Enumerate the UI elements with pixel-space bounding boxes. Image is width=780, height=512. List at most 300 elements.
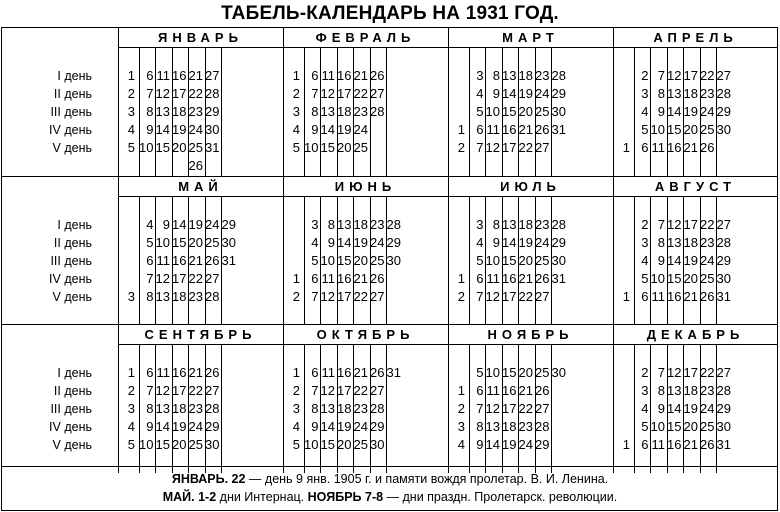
day-number-апрель-27: 27 bbox=[716, 68, 731, 83]
day-number-сентябрь-25: 25 bbox=[188, 437, 203, 452]
day-number-декабрь-29: 29 bbox=[716, 401, 731, 416]
day-label: I день bbox=[57, 69, 92, 83]
day-number-декабрь-25: 25 bbox=[700, 419, 715, 434]
note-2-text-nov: — дни праздн. Пролетарск. революции. bbox=[383, 490, 618, 504]
day-number-июль-22: 22 bbox=[518, 289, 533, 304]
day-label: IV день bbox=[49, 123, 92, 137]
day-number-июнь-5: 5 bbox=[311, 253, 319, 268]
day-number-сентябрь-4: 4 bbox=[127, 419, 135, 434]
day-number-май-31: 31 bbox=[221, 253, 236, 268]
day-number-август-1: 1 bbox=[622, 289, 630, 304]
day-number-март-14: 14 bbox=[502, 86, 517, 101]
day-number-декабрь-19: 19 bbox=[683, 401, 698, 416]
day-number-январь-21: 21 bbox=[188, 68, 203, 83]
note-2-bold-may: МАЙ. 1-2 bbox=[162, 490, 217, 504]
day-number-октябрь-16: 16 bbox=[337, 365, 352, 380]
month-name: АВГУСТ bbox=[654, 179, 737, 194]
day-number-август-28: 28 bbox=[716, 235, 731, 250]
day-number-ноябрь-17: 17 bbox=[502, 401, 517, 416]
day-number-январь-16: 16 bbox=[172, 68, 187, 83]
day-number-октябрь-19: 19 bbox=[337, 419, 352, 434]
month-name: ЯНВАРЬ bbox=[158, 30, 243, 45]
day-label: III день bbox=[50, 402, 92, 416]
day-number-май-16: 16 bbox=[172, 253, 187, 268]
day-number-июнь-20: 20 bbox=[353, 253, 368, 268]
day-number-май-27: 27 bbox=[205, 271, 220, 286]
day-number-декабрь-31: 31 bbox=[716, 437, 731, 452]
day-number-январь-19: 19 bbox=[172, 122, 187, 137]
day-number-ноябрь-7: 7 bbox=[476, 401, 484, 416]
day-number-сентябрь-5: 5 bbox=[127, 437, 135, 452]
day-number-февраль-18: 18 bbox=[337, 104, 352, 119]
day-number-август-14: 14 bbox=[667, 253, 682, 268]
day-number-ноябрь-23: 23 bbox=[518, 419, 533, 434]
day-number-июнь-10: 10 bbox=[320, 253, 335, 268]
holiday-note-1 bbox=[0, 471, 780, 488]
day-number-сентябрь-20: 20 bbox=[172, 437, 187, 452]
month-name: МАЙ bbox=[178, 179, 223, 194]
day-number-июль-7: 7 bbox=[476, 289, 484, 304]
day-number-апрель-1: 1 bbox=[622, 140, 630, 155]
day-number-сентябрь-27: 27 bbox=[205, 383, 220, 398]
day-number-июнь-14: 14 bbox=[337, 235, 352, 250]
day-column-line bbox=[221, 344, 222, 473]
day-number-февраль-23: 23 bbox=[353, 104, 368, 119]
day-number-июнь-4: 4 bbox=[311, 235, 319, 250]
day-number-май-13: 13 bbox=[155, 289, 170, 304]
month-name: ОКТЯБРЬ bbox=[316, 327, 415, 342]
day-number-ноябрь-28: 28 bbox=[535, 419, 550, 434]
day-number-март-30: 30 bbox=[551, 104, 566, 119]
day-number-октябрь-21: 21 bbox=[353, 365, 368, 380]
day-number-декабрь-18: 18 bbox=[683, 383, 698, 398]
day-number-апрель-11: 11 bbox=[651, 140, 665, 155]
day-number-апрель-10: 10 bbox=[650, 122, 665, 137]
day-number-апрель-9: 9 bbox=[657, 104, 665, 119]
day-number-декабрь-26: 26 bbox=[700, 437, 715, 452]
day-number-октябрь-2: 2 bbox=[292, 383, 300, 398]
day-number-сентябрь-10: 10 bbox=[139, 437, 154, 452]
day-number-декабрь-10: 10 bbox=[650, 419, 665, 434]
day-number-февраль-20: 20 bbox=[337, 140, 352, 155]
day-number-май-8: 8 bbox=[146, 289, 154, 304]
day-number-август-24: 24 bbox=[700, 253, 715, 268]
day-number-июнь-28: 28 bbox=[386, 217, 401, 232]
day-number-ноябрь-26: 26 bbox=[535, 383, 550, 398]
day-number-июнь-29: 29 bbox=[386, 235, 401, 250]
day-number-сентябрь-17: 17 bbox=[172, 383, 187, 398]
day-number-июль-15: 15 bbox=[502, 253, 517, 268]
day-number-январь-15: 15 bbox=[155, 140, 170, 155]
day-number-март-27: 27 bbox=[535, 140, 550, 155]
day-number-март-11: 11 bbox=[486, 122, 500, 137]
day-number-октябрь-25: 25 bbox=[353, 437, 368, 452]
day-number-июль-5: 5 bbox=[476, 253, 484, 268]
day-number-декабрь-21: 21 bbox=[683, 437, 698, 452]
day-number-март-10: 10 bbox=[485, 104, 500, 119]
day-number-сентябрь-22: 22 bbox=[188, 383, 203, 398]
day-number-апрель-18: 18 bbox=[683, 86, 698, 101]
day-number-февраль-6: 6 bbox=[311, 68, 319, 83]
day-number-октябрь-22: 22 bbox=[353, 383, 368, 398]
day-number-июль-31: 31 bbox=[551, 271, 566, 286]
day-number-август-27: 27 bbox=[716, 217, 731, 232]
day-number-ноябрь-21: 21 bbox=[518, 383, 533, 398]
day-number-январь-8: 8 bbox=[146, 104, 154, 119]
day-number-август-17: 17 bbox=[683, 217, 698, 232]
day-number-декабрь-13: 13 bbox=[667, 383, 682, 398]
day-number-июль-19: 19 bbox=[518, 235, 533, 250]
day-number-ноябрь-2: 2 bbox=[457, 401, 465, 416]
day-number-октябрь-13: 13 bbox=[320, 401, 335, 416]
day-number-сентябрь-3: 3 bbox=[127, 401, 135, 416]
day-number-январь-31: 31 bbox=[205, 140, 220, 155]
day-number-июнь-23: 23 bbox=[370, 217, 385, 232]
day-number-декабрь-17: 17 bbox=[683, 365, 698, 380]
day-number-январь-5: 5 bbox=[127, 140, 135, 155]
day-number-январь-9: 9 bbox=[146, 122, 154, 137]
day-number-январь-18: 18 bbox=[172, 104, 187, 119]
day-number-октябрь-9: 9 bbox=[311, 419, 319, 434]
day-number-август-20: 20 bbox=[683, 271, 698, 286]
day-number-апрель-3: 3 bbox=[641, 86, 649, 101]
day-number-март-25: 25 bbox=[535, 104, 550, 119]
day-number-май-6: 6 bbox=[146, 253, 154, 268]
day-number-ноябрь-14: 14 bbox=[485, 437, 500, 452]
day-number-февраль-2: 2 bbox=[292, 86, 300, 101]
day-number-февраль-1: 1 bbox=[292, 68, 300, 83]
day-number-апрель-29: 29 bbox=[716, 104, 731, 119]
day-number-июль-2: 2 bbox=[457, 289, 465, 304]
day-column-line bbox=[221, 47, 222, 176]
day-number-ноябрь-11: 11 bbox=[486, 383, 500, 398]
day-number-июнь-27: 27 bbox=[370, 289, 385, 304]
day-number-июнь-17: 17 bbox=[337, 289, 352, 304]
day-number-август-2: 2 bbox=[641, 217, 649, 232]
day-number-июнь-25: 25 bbox=[370, 253, 385, 268]
day-number-январь-7: 7 bbox=[146, 86, 154, 101]
day-number-ноябрь-25: 25 bbox=[535, 365, 550, 380]
day-number-август-16: 16 bbox=[667, 289, 682, 304]
day-number-февраль-5: 5 bbox=[292, 140, 300, 155]
day-number-июль-12: 12 bbox=[485, 289, 500, 304]
day-number-сентябрь-26: 26 bbox=[205, 365, 220, 380]
day-number-декабрь-11: 11 bbox=[651, 437, 665, 452]
day-number-август-23: 23 bbox=[700, 235, 715, 250]
day-number-октябрь-31: 31 bbox=[386, 365, 401, 380]
day-number-октябрь-6: 6 bbox=[311, 365, 319, 380]
day-number-апрель-13: 13 bbox=[667, 86, 682, 101]
day-number-март-16: 16 bbox=[502, 122, 517, 137]
day-label: V день bbox=[52, 438, 92, 452]
day-number-февраль-8: 8 bbox=[311, 104, 319, 119]
day-number-май-22: 22 bbox=[188, 271, 203, 286]
day-number-февраль-3: 3 bbox=[292, 104, 300, 119]
day-number-май-3: 3 bbox=[127, 289, 135, 304]
day-number-сентябрь-2: 2 bbox=[127, 383, 135, 398]
month-name: ФЕВРАЛЬ bbox=[315, 30, 416, 45]
day-number-июль-6: 6 bbox=[476, 271, 484, 286]
day-number-апрель-21: 21 bbox=[683, 140, 698, 155]
day-number-февраль-7: 7 bbox=[311, 86, 319, 101]
day-number-январь-14: 14 bbox=[155, 122, 170, 137]
day-number-июль-21: 21 bbox=[518, 271, 533, 286]
day-number-ноябрь-5: 5 bbox=[476, 365, 484, 380]
day-label: IV день bbox=[49, 272, 92, 286]
day-number-ноябрь-8: 8 bbox=[476, 419, 484, 434]
day-number-март-1: 1 bbox=[457, 122, 465, 137]
day-number-январь-12: 12 bbox=[155, 86, 170, 101]
day-number-апрель-8: 8 bbox=[657, 86, 665, 101]
day-label: IV день bbox=[49, 420, 92, 434]
page-title: ТАБЕЛЬ-КАЛЕНДАРЬ НА 1931 ГОД. bbox=[221, 3, 559, 24]
day-number-апрель-17: 17 bbox=[683, 68, 698, 83]
day-number-май-20: 20 bbox=[188, 235, 203, 250]
holiday-note-2 bbox=[0, 489, 780, 506]
day-number-октябрь-8: 8 bbox=[311, 401, 319, 416]
day-number-август-4: 4 bbox=[641, 253, 649, 268]
day-number-март-2: 2 bbox=[457, 140, 465, 155]
day-number-август-9: 9 bbox=[657, 253, 665, 268]
day-number-май-7: 7 bbox=[146, 271, 154, 286]
day-number-февраль-14: 14 bbox=[320, 122, 335, 137]
day-number-июнь-3: 3 bbox=[311, 217, 319, 232]
day-number-январь-3: 3 bbox=[127, 104, 135, 119]
day-number-август-13: 13 bbox=[667, 235, 682, 250]
day-number-октябрь-20: 20 bbox=[337, 437, 352, 452]
day-number-апрель-28: 28 bbox=[716, 86, 731, 101]
day-number-июнь-13: 13 bbox=[337, 217, 352, 232]
day-number-июнь-11: 11 bbox=[321, 271, 335, 286]
day-number-июнь-21: 21 bbox=[353, 271, 368, 286]
day-number-март-7: 7 bbox=[476, 140, 484, 155]
day-number-ноябрь-30: 30 bbox=[551, 365, 566, 380]
day-number-июль-26: 26 bbox=[535, 271, 550, 286]
day-label: I день bbox=[57, 366, 92, 380]
day-number-ноябрь-22: 22 bbox=[518, 401, 533, 416]
day-number-октябрь-27: 27 bbox=[370, 383, 385, 398]
day-number-январь-4: 4 bbox=[127, 122, 135, 137]
day-number-апрель-6: 6 bbox=[641, 140, 649, 155]
day-number-февраль-26: 26 bbox=[370, 68, 385, 83]
day-number-август-5: 5 bbox=[641, 271, 649, 286]
day-number-апрель-12: 12 bbox=[667, 68, 682, 83]
day-number-сентябрь-28: 28 bbox=[205, 401, 220, 416]
day-number-сентябрь-12: 12 bbox=[155, 383, 170, 398]
day-number-октябрь-26: 26 bbox=[370, 365, 385, 380]
day-number-июнь-18: 18 bbox=[353, 217, 368, 232]
day-number-ноябрь-29: 29 bbox=[535, 437, 550, 452]
day-number-май-28: 28 bbox=[205, 289, 220, 304]
day-number-апрель-23: 23 bbox=[700, 86, 715, 101]
day-number-сентябрь-9: 9 bbox=[146, 419, 154, 434]
day-number-сентябрь-13: 13 bbox=[155, 401, 170, 416]
day-number-август-26: 26 bbox=[700, 289, 715, 304]
day-number-декабрь-5: 5 bbox=[641, 419, 649, 434]
day-number-ноябрь-4: 4 bbox=[457, 437, 465, 452]
day-number-апрель-16: 16 bbox=[667, 140, 682, 155]
day-number-апрель-24: 24 bbox=[700, 104, 715, 119]
day-number-февраль-17: 17 bbox=[337, 86, 352, 101]
day-number-февраль-10: 10 bbox=[304, 140, 319, 155]
month-name: НОЯБРЬ bbox=[487, 327, 574, 342]
day-number-июль-14: 14 bbox=[502, 235, 517, 250]
day-number-август-25: 25 bbox=[700, 271, 715, 286]
day-number-октябрь-4: 4 bbox=[292, 419, 300, 434]
day-number-август-6: 6 bbox=[641, 289, 649, 304]
day-number-март-20: 20 bbox=[518, 104, 533, 119]
day-number-март-15: 15 bbox=[502, 104, 517, 119]
day-number-октябрь-28: 28 bbox=[370, 401, 385, 416]
day-number-июнь-7: 7 bbox=[311, 289, 319, 304]
day-number-декабрь-14: 14 bbox=[667, 401, 682, 416]
day-number-октябрь-14: 14 bbox=[320, 419, 335, 434]
day-number-март-23: 23 bbox=[535, 68, 550, 83]
day-number-октябрь-11: 11 bbox=[321, 365, 335, 380]
day-number-июнь-6: 6 bbox=[311, 271, 319, 286]
day-number-июль-13: 13 bbox=[502, 217, 517, 232]
day-number-декабрь-4: 4 bbox=[641, 401, 649, 416]
day-number-май-29: 29 bbox=[221, 217, 236, 232]
day-number-июнь-2: 2 bbox=[292, 289, 300, 304]
day-number-июль-8: 8 bbox=[492, 217, 500, 232]
day-number-февраль-24: 24 bbox=[353, 122, 368, 137]
day-number-август-21: 21 bbox=[683, 289, 698, 304]
day-number-январь-1: 1 bbox=[127, 68, 135, 83]
day-number-февраль-27: 27 bbox=[370, 86, 385, 101]
day-label: II день bbox=[53, 236, 92, 250]
day-number-январь-23: 23 bbox=[188, 104, 203, 119]
day-number-январь-24: 24 bbox=[188, 122, 203, 137]
day-number-март-29: 29 bbox=[551, 86, 566, 101]
day-number-ноябрь-24: 24 bbox=[518, 437, 533, 452]
day-number-июль-28: 28 bbox=[551, 217, 566, 232]
day-number-ноябрь-20: 20 bbox=[518, 365, 533, 380]
day-number-ноябрь-9: 9 bbox=[476, 437, 484, 452]
day-number-декабрь-22: 22 bbox=[700, 365, 715, 380]
day-number-апрель-22: 22 bbox=[700, 68, 715, 83]
day-number-май-5: 5 bbox=[146, 235, 154, 250]
day-number-май-18: 18 bbox=[172, 289, 187, 304]
day-number-март-24: 24 bbox=[535, 86, 550, 101]
day-number-май-30: 30 bbox=[221, 235, 236, 250]
day-number-сентябрь-30: 30 bbox=[205, 437, 220, 452]
day-number-январь-25: 25 bbox=[188, 140, 203, 155]
note-1-bold: ЯНВАРЬ. 22 bbox=[171, 472, 246, 486]
day-number-август-3: 3 bbox=[641, 235, 649, 250]
day-number-январь-17: 17 bbox=[172, 86, 187, 101]
day-number-май-17: 17 bbox=[172, 271, 187, 286]
day-number-октябрь-29: 29 bbox=[370, 419, 385, 434]
day-number-январь-29: 29 bbox=[205, 104, 220, 119]
day-number-июнь-15: 15 bbox=[337, 253, 352, 268]
day-number-октябрь-5: 5 bbox=[292, 437, 300, 452]
day-number-июль-4: 4 bbox=[476, 235, 484, 250]
month-name: ИЮНЬ bbox=[334, 179, 397, 194]
day-number-май-23: 23 bbox=[188, 289, 203, 304]
day-number-апрель-20: 20 bbox=[683, 122, 698, 137]
day-number-март-21: 21 bbox=[518, 122, 533, 137]
day-number-май-14: 14 bbox=[172, 217, 187, 232]
day-number-апрель-7: 7 bbox=[657, 68, 665, 83]
day-number-июль-20: 20 bbox=[518, 253, 533, 268]
day-number-октябрь-30: 30 bbox=[370, 437, 385, 452]
day-number-ноябрь-1: 1 bbox=[457, 383, 465, 398]
day-number-апрель-25: 25 bbox=[700, 122, 715, 137]
day-number-январь-13: 13 bbox=[155, 104, 170, 119]
day-number-август-12: 12 bbox=[667, 217, 682, 232]
month-name: СЕНТЯБРЬ bbox=[144, 327, 257, 342]
day-number-июль-9: 9 bbox=[492, 235, 500, 250]
day-label: V день bbox=[52, 141, 92, 155]
day-number-февраль-19: 19 bbox=[337, 122, 352, 137]
day-number-апрель-26: 26 bbox=[700, 140, 715, 155]
day-number-май-4: 4 bbox=[146, 217, 154, 232]
day-number-май-10: 10 bbox=[155, 235, 170, 250]
day-number-декабрь-1: 1 bbox=[622, 437, 630, 452]
day-number-июль-24: 24 bbox=[535, 235, 550, 250]
day-label: V день bbox=[52, 290, 92, 304]
day-number-октябрь-24: 24 bbox=[353, 419, 368, 434]
day-number-март-19: 19 bbox=[518, 86, 533, 101]
day-number-август-15: 15 bbox=[667, 271, 682, 286]
day-number-январь-11: 11 bbox=[156, 68, 170, 83]
day-number-август-29: 29 bbox=[716, 253, 731, 268]
day-number-январь-20: 20 bbox=[172, 140, 187, 155]
day-number-декабрь-9: 9 bbox=[657, 401, 665, 416]
day-number-ноябрь-6: 6 bbox=[476, 383, 484, 398]
day-number-октябрь-15: 15 bbox=[320, 437, 335, 452]
day-number-апрель-4: 4 bbox=[641, 104, 649, 119]
day-number-сентябрь-21: 21 bbox=[188, 365, 203, 380]
day-number-май-21: 21 bbox=[188, 253, 203, 268]
day-number-октябрь-3: 3 bbox=[292, 401, 300, 416]
day-number-сентябрь-14: 14 bbox=[155, 419, 170, 434]
day-number-февраль-13: 13 bbox=[320, 104, 335, 119]
day-label: I день bbox=[57, 218, 92, 232]
day-number-октябрь-12: 12 bbox=[320, 383, 335, 398]
day-number-февраль-16: 16 bbox=[337, 68, 352, 83]
day-number-май-9: 9 bbox=[162, 217, 170, 232]
day-number-июнь-24: 24 bbox=[370, 235, 385, 250]
day-number-ноябрь-3: 3 bbox=[457, 419, 465, 434]
day-number-март-5: 5 bbox=[476, 104, 484, 119]
month-name: ДЕКАБРЬ bbox=[646, 327, 745, 342]
day-number-июнь-9: 9 bbox=[327, 235, 335, 250]
day-number-февраль-15: 15 bbox=[320, 140, 335, 155]
day-number-май-24: 24 bbox=[205, 217, 220, 232]
day-number-февраль-12: 12 bbox=[320, 86, 335, 101]
day-number-август-7: 7 bbox=[657, 217, 665, 232]
day-number-ноябрь-10: 10 bbox=[485, 365, 500, 380]
day-number-январь-26: 26 bbox=[188, 158, 203, 173]
day-number-февраль-21: 21 bbox=[353, 68, 368, 83]
day-number-май-25: 25 bbox=[205, 235, 220, 250]
day-number-июнь-22: 22 bbox=[353, 289, 368, 304]
day-number-октябрь-10: 10 bbox=[304, 437, 319, 452]
day-number-март-9: 9 bbox=[492, 86, 500, 101]
day-number-апрель-30: 30 bbox=[716, 122, 731, 137]
day-number-сентябрь-16: 16 bbox=[172, 365, 187, 380]
day-number-декабрь-28: 28 bbox=[716, 383, 731, 398]
note-1-text: — день 9 янв. 1905 г. и памяти вождя пролетар. В. И. Ленина. bbox=[245, 472, 609, 486]
day-number-январь-28: 28 bbox=[205, 86, 220, 101]
note-2-text-may: дни Интернац. bbox=[216, 490, 308, 504]
day-number-декабрь-8: 8 bbox=[657, 383, 665, 398]
day-number-июнь-26: 26 bbox=[370, 271, 385, 286]
day-number-июнь-16: 16 bbox=[337, 271, 352, 286]
day-number-сентябрь-1: 1 bbox=[127, 365, 135, 380]
